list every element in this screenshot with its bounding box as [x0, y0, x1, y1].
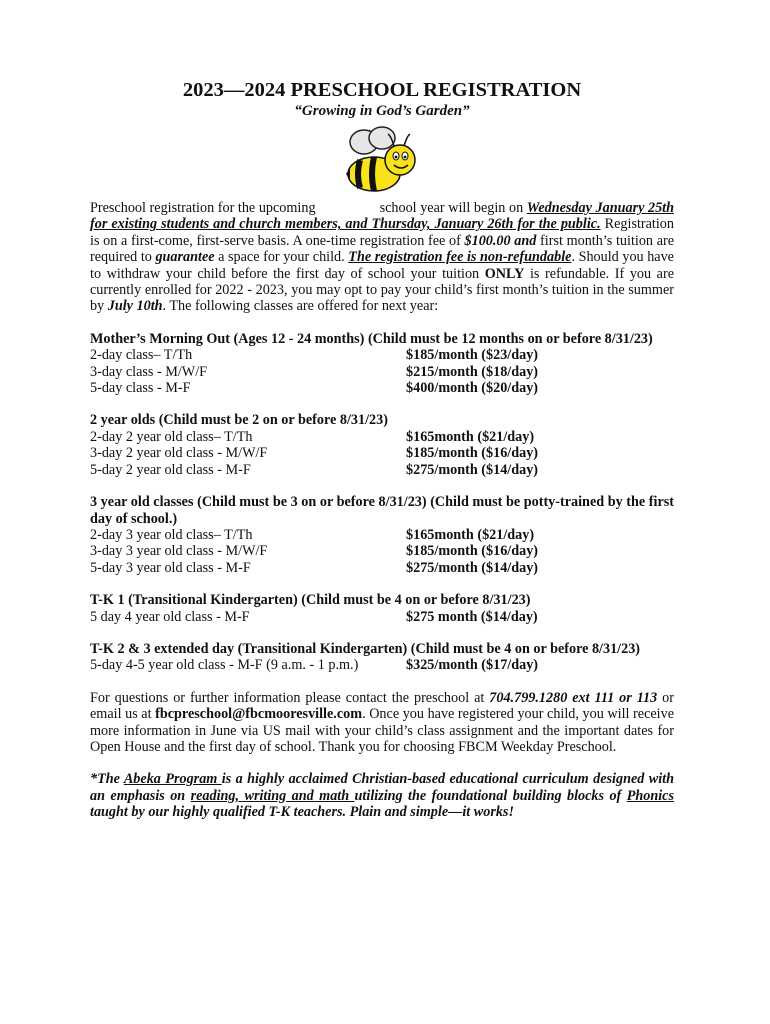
non-refundable-note: The registration fee is non-refundable	[348, 249, 572, 266]
contact-paragraph: For questions or further information please contact the preschool at 704.799.1280 ext 111 or 113 or email us at fbcpreschool@fbcmooresville.com. Once you have registered your child, you will receive more information in June via US mail with your child’s class assignment and the important dates for Open House and the first day of school. Thank you for choosing FBCM Weekday Preschool.	[90, 689, 674, 755]
section-2-year-olds	[90, 412, 674, 478]
class-row: 5-day class - M-F $400/month ($20/day)	[90, 380, 539, 397]
section-3-year-olds	[90, 494, 674, 576]
class-row: 5-day 3 year old class - M-F $275/month ($14/day)	[90, 559, 539, 576]
section-heading: 3 year old classes (Child must be 3 on or before 8/31/23) (Child must be potty-trained by the first day of school.)	[90, 494, 674, 527]
bee-icon	[344, 124, 420, 200]
section-tk2-3	[90, 641, 674, 674]
phone-number: 704.799.1280 ext 111 or 113	[489, 689, 658, 706]
class-row: 5-day 2 year old class - M-F $275/month ($14/day)	[90, 461, 539, 478]
section-heading: 2 year olds (Child must be 2 on or before 8/31/23)	[90, 412, 388, 429]
registration-dates: Wednesday January 25th for existing students and church members, and Thursday, January 26th for the public.	[90, 200, 674, 233]
section-heading: Mother’s Morning Out (Ages 12 - 24 months) (Child must be 12 months on or before 8/31/23)	[90, 330, 653, 347]
class-row: 5-day 4-5 year old class - M-F (9 a.m. - 1 p.m.) $325/month ($17/day)	[90, 657, 539, 674]
page-subtitle: “Growing in God’s Garden”	[294, 103, 470, 119]
abeka-paragraph: *The Abeka Program is a highly acclaimed Christian-based educational curriculum designed with an emphasis on reading, writing and math utilizing the foundational building blocks of Phonics taught by our highly qualified T-K teachers. Plain and simple—it works!	[90, 771, 674, 821]
intro-paragraph: Preschool registration for the upcoming school year will begin on Wednesday January 25th for existing students and church members, and Thursday, January 26th for the public. Registration is on a first-come, first-serve basis. A one-time registration fee of $100.00 and first month’s tuition are required to guarantee a space for your child. The registration fee is non-refundable. Should you have to withdraw your child before the first day of school your tuition ONLY is refundable. If you are currently enrolled for 2022 - 2023, you may opt to pay your child’s first month’s tuition in the summer by July 10th. The following classes are offered for next year:	[90, 200, 675, 315]
class-row: 2-day 3 year old class– T/Th $165month ($21/day)	[90, 526, 535, 543]
class-row: 3-day 2 year old class - M/W/F $185/month ($16/day)	[90, 445, 539, 462]
section-tk1	[90, 592, 674, 625]
page-title: 2023—2024 PRESCHOOL REGISTRATION	[182, 79, 582, 101]
class-row: 5 day 4 year old class - M-F $275 month ($14/day)	[90, 608, 538, 625]
section-heading: T-K 1 (Transitional Kindergarten) (Child must be 4 on or before 8/31/23)	[90, 592, 531, 609]
class-row: 2-day 2 year old class– T/Th $165month ($21/day)	[90, 428, 535, 445]
july-deadline: July 10th	[107, 298, 163, 315]
registration-fee: $100.00 and	[464, 232, 537, 249]
class-row: 2-day class– T/Th $185/month ($23/day)	[90, 347, 539, 364]
document-page	[90, 78, 674, 821]
email-address[interactable]: fbcpreschool@fbcmooresville.com	[155, 706, 363, 723]
class-row: 3-day class - M/W/F $215/month ($18/day)	[90, 363, 539, 380]
section-mmo	[90, 331, 674, 397]
section-heading: T-K 2 & 3 extended day (Transitional Kindergarten) (Child must be 4 on or before 8/31/23)	[90, 640, 641, 657]
class-row: 3-day 3 year old class - M/W/F $185/month ($16/day)	[90, 543, 539, 560]
